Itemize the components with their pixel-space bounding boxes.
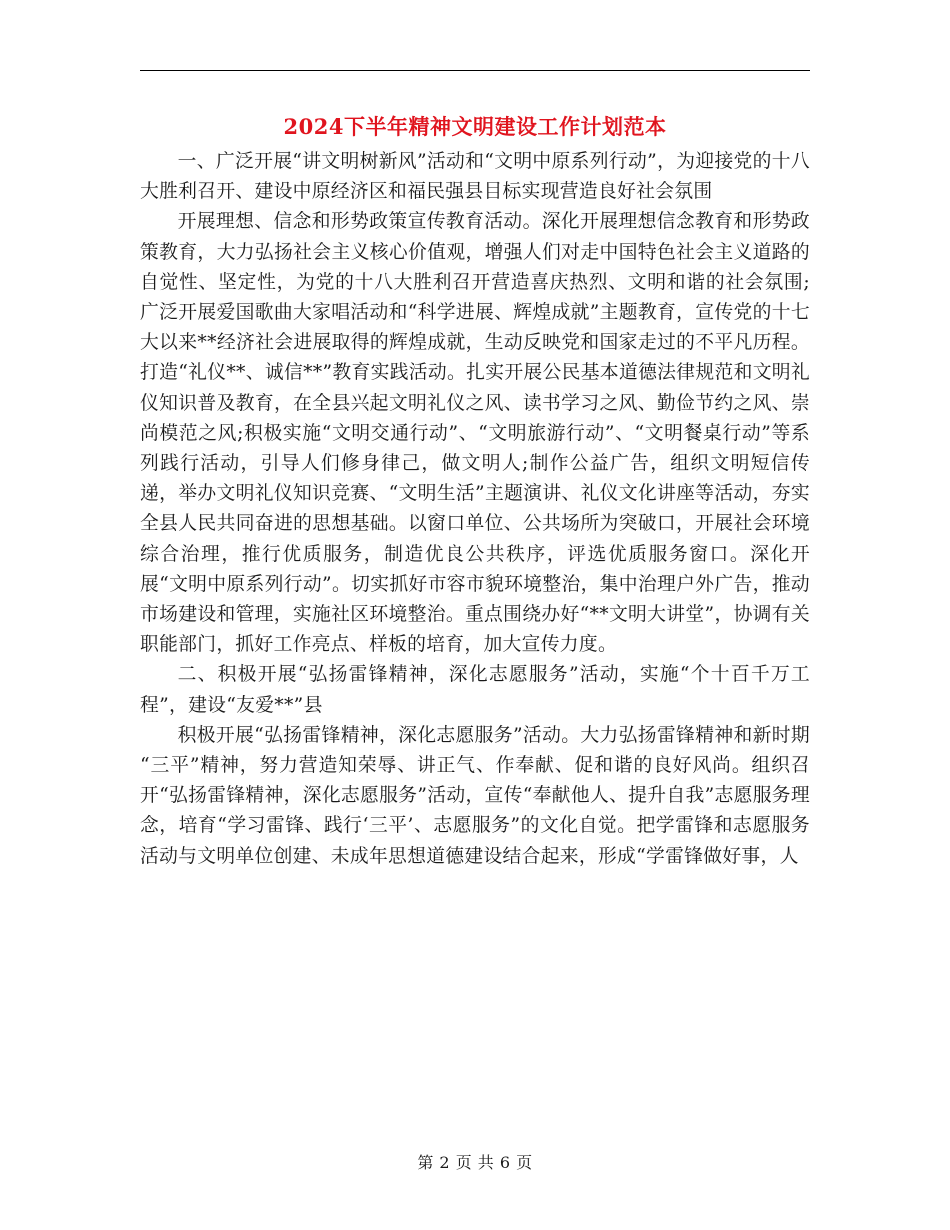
header-rule	[140, 70, 810, 71]
document-body	[140, 147, 810, 872]
section-heading-2: 二、积极开展“弘扬雷锋精神，深化志愿服务”活动，实施“个十百千万工程”，建设“友爱**”县	[140, 664, 810, 716]
body-paragraph: 积极开展“弘扬雷锋精神，深化志愿服务”活动。大力弘扬雷锋精神和新时期 “三平”精神，努力营造知荣辱、讲正气、作奉献、促和谐的良好风尚。组织召开“弘扬雷锋精神，深化志愿服务”活动，宣传“奉献他人、提升自我”志愿服务理念，培育“学习雷锋、践行‘三平’、志愿服务”的文化自觉。把学雷锋和志愿服务活动与文明单位创建、未成年思想道德建设结合起来，形成“学雷锋做好事，人	[140, 724, 810, 867]
page-number-footer: 第 2 页 共 6 页	[417, 1153, 533, 1172]
document-title: 2024下半年精神文明建设工作计划范本	[283, 114, 667, 139]
body-paragraph: 开展理想、信念和形势政策宣传教育活动。深化开展理想信念教育和形势政策教育，大力弘扬社会主义核心价值观，增强人们对走中国特色社会主义道路的自觉性、坚定性，为党的十八大胜利召开营造喜庆热烈、文明和谐的社会氛围;广泛开展爱国歌曲大家唱活动和“科学进展、辉煌成就”主题教育，宣传党的十七大以来**经济社会进展取得的辉煌成就，生动反映党和国家走过的不平凡历程。打造“礼仪**、诚信**”教育实践活动。扎实开展公民基本道德法律规范和文明礼仪知识普及教育，在全县兴起文明礼仪之风、读书学习之风、勤俭节约之风、崇尚模范之风;积极实施“文明交通行动”、“文明旅游行动”、“文明餐桌行动”等系列践行活动，引导人们修身律己，做文明人;制作公益广告，组织文明短信传递，举办文明礼仪知识竞赛、“文明生活”主题演讲、礼仪文化讲座等活动，夯实全县人民共同奋进的思想基础。以窗口单位、公共场所为突破口，开展社会环境综合治理，推行优质服务，制造优良公共秩序，评选优质服务窗口。深化开展“文明中原系列行动”。切实抓好市容市貌环境整治，集中治理户外广告，推动市场建设和管理，实施社区环境整治。重点围绕办好“**文明大讲堂”，协调有关职能部门，抓好工作亮点、样板的培育，加大宣传力度。	[140, 211, 810, 656]
section-heading-1: 一、广泛开展“讲文明树新风”活动和“文明中原系列行动”，为迎接党的十八大胜利召开、建设中原经济区和福民强县目标实现营造良好社会氛围	[140, 151, 810, 203]
